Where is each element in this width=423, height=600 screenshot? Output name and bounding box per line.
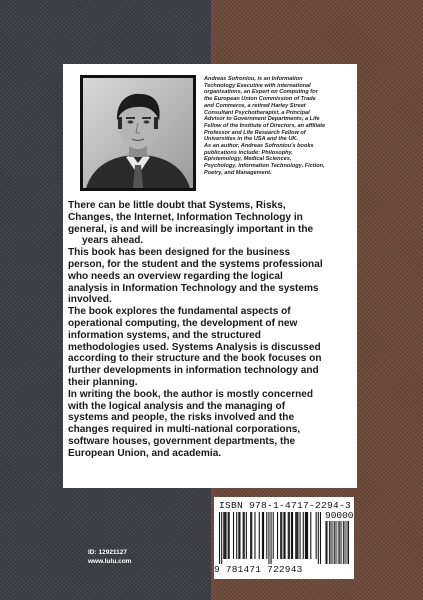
ean-bars xyxy=(219,512,321,564)
barcode-bar xyxy=(224,512,225,559)
bio-line: Epistemology, Medical Sciences, xyxy=(204,156,292,163)
addon-bar xyxy=(343,521,344,564)
description-line: This book has been designed for the business xyxy=(68,247,291,259)
description-line: analysis in Information Technology and the systems xyxy=(68,282,319,294)
bio-line: and Commerce, a retired Harley Street xyxy=(204,102,306,109)
barcode-bar xyxy=(277,512,278,559)
addon-bar xyxy=(340,521,341,564)
bio-line: Andreas Sofroniou, is an Information xyxy=(204,76,303,82)
barcode-bar xyxy=(320,512,321,564)
barcode-bar xyxy=(303,512,304,559)
description-line: general, is and will be increasingly important in the xyxy=(68,223,314,235)
barcode-bar xyxy=(271,512,272,564)
price-code: 90000 xyxy=(325,510,354,521)
addon-bar xyxy=(343,521,344,564)
description-line: involved. xyxy=(68,294,112,306)
barcode-bar xyxy=(318,512,319,564)
description-line: person, for the student and the systems professional xyxy=(68,258,323,270)
publisher-website: www.lulu.com xyxy=(88,558,132,565)
addon-bar xyxy=(335,521,336,564)
bio-line: the European Union Commission of Trade xyxy=(204,96,316,103)
barcode-bar xyxy=(289,512,290,559)
barcode-bar xyxy=(221,512,222,564)
description-line: operational computing, the development of new xyxy=(68,317,298,329)
description-line: with the logical analysis and the managing of xyxy=(68,400,286,412)
barcode-bar xyxy=(284,512,285,559)
description-line: There can be little doubt that Systems, Risks, xyxy=(68,200,286,211)
description-line: Changes, the Internet, Information Technology in xyxy=(68,211,303,223)
barcode-bar xyxy=(251,512,252,559)
barcode-bar xyxy=(250,512,251,559)
bio-line: Psychology, Information Technology, Fiction, xyxy=(204,163,325,170)
barcode-bar xyxy=(229,512,230,559)
author-biography xyxy=(204,76,358,177)
barcode-bar xyxy=(262,512,263,559)
bio-line: organisations, an Expert on Computing for xyxy=(204,89,318,96)
barcode-bar xyxy=(306,512,307,559)
addon-bar xyxy=(336,521,337,564)
addon-bar xyxy=(330,521,331,564)
barcode-bar xyxy=(307,512,308,559)
bio-line: Advisor to Government Departments, a Life xyxy=(204,116,320,123)
barcode-bar xyxy=(292,512,293,559)
bio-line: Professor and Life Research Fellow of xyxy=(204,129,306,136)
barcode-bar xyxy=(223,512,224,559)
barcode-bar xyxy=(236,512,237,559)
addon-bar xyxy=(339,521,340,564)
description-line: methodologies used. Systems Analysis is discussed xyxy=(68,341,321,353)
barcode-bar xyxy=(239,512,240,559)
addon-bar xyxy=(338,521,339,564)
barcode-bar xyxy=(268,512,269,564)
barcode-bar xyxy=(263,512,264,559)
addon-bar xyxy=(339,521,340,564)
book-description xyxy=(68,200,359,460)
addon-bar xyxy=(341,521,342,564)
addon-bar xyxy=(326,521,327,564)
addon-bar xyxy=(332,521,333,564)
description-line: information systems, and the structured xyxy=(68,329,261,341)
barcode-bar xyxy=(316,512,317,559)
barcode-bar xyxy=(288,512,289,559)
bio-line: Poetry, and Management. xyxy=(204,169,272,176)
barcode-bar xyxy=(243,512,244,559)
bio-line: As an author, Andreas Sofroniou's books xyxy=(204,143,314,150)
description-line: their planning. xyxy=(68,376,138,388)
barcode-bar xyxy=(233,512,234,559)
addon-bar xyxy=(325,521,326,564)
addon-bar xyxy=(328,521,329,564)
bio-line: Fellow of the Institute of Directors, an affiliate xyxy=(204,122,326,129)
addon-bar xyxy=(334,521,335,564)
barcode-bar xyxy=(283,512,284,559)
description-line: further developments in information technology and xyxy=(68,365,319,377)
description-line: The book explores the fundamental aspects of xyxy=(68,306,291,318)
description-line: systems and people, the risks involved and the xyxy=(68,412,295,424)
addon-bar xyxy=(329,521,330,564)
addon-bar xyxy=(327,521,328,564)
isbn-barcode xyxy=(214,497,354,579)
barcode-bar xyxy=(305,512,306,559)
barcode-bar xyxy=(297,512,298,559)
description-line: years ahead. xyxy=(82,235,144,247)
description-line: changes required in multi-national corporations, xyxy=(68,424,301,436)
addon-bar xyxy=(334,521,335,564)
addon-bar xyxy=(346,521,347,564)
barcode-bar xyxy=(266,512,267,559)
barcode-bar xyxy=(310,512,311,559)
barcode-bar xyxy=(273,512,274,559)
bio-line: Technology Executive with international xyxy=(204,82,311,89)
book-id-label: ID: 12921127 xyxy=(88,549,128,556)
barcode-bar xyxy=(219,512,220,564)
addon-bar xyxy=(337,521,338,564)
barcode-digits: 9 781471 722943 xyxy=(214,564,303,575)
description-line: according to their structure and the book focuses on xyxy=(68,353,322,365)
barcode-bar xyxy=(238,512,239,559)
barcode-bar xyxy=(246,512,247,559)
addon-bars xyxy=(325,521,349,564)
addon-bar xyxy=(344,521,345,564)
author-photo xyxy=(80,75,196,191)
addon-bar xyxy=(330,521,331,564)
barcode-bar xyxy=(280,512,281,559)
barcode-bar xyxy=(259,512,260,559)
description-line: software houses, government departments, the xyxy=(68,435,296,447)
addon-bar xyxy=(331,521,332,564)
barcode-bar xyxy=(300,512,301,559)
description-line: In writing the book, the author is mostly concerned xyxy=(68,388,314,400)
description-line: European Union, and academia. xyxy=(68,447,222,459)
addon-bar xyxy=(348,521,349,564)
addon-bar xyxy=(345,521,346,564)
barcode-bar xyxy=(254,512,255,559)
barcode-bar xyxy=(296,512,297,559)
bio-line: Universities in the USA and the UK. xyxy=(204,136,298,143)
publisher-id-block xyxy=(88,548,131,566)
description-line: who needs an overview regarding the logical xyxy=(68,270,283,282)
bio-line: Consultant Psychotherapist, a Principal xyxy=(204,109,310,116)
barcode-bar xyxy=(291,512,292,559)
barcode-bar xyxy=(225,512,226,559)
isbn-label: ISBN 978-1-4717-2294-3 xyxy=(219,500,352,511)
barcode-bar xyxy=(244,512,245,559)
addon-bar xyxy=(347,521,348,564)
addon-bar xyxy=(348,521,349,564)
barcode-bar xyxy=(281,512,282,559)
barcode-bar xyxy=(228,512,229,559)
bio-line: publications include: Philosophy, xyxy=(204,149,293,156)
barcode-bar xyxy=(295,512,296,559)
